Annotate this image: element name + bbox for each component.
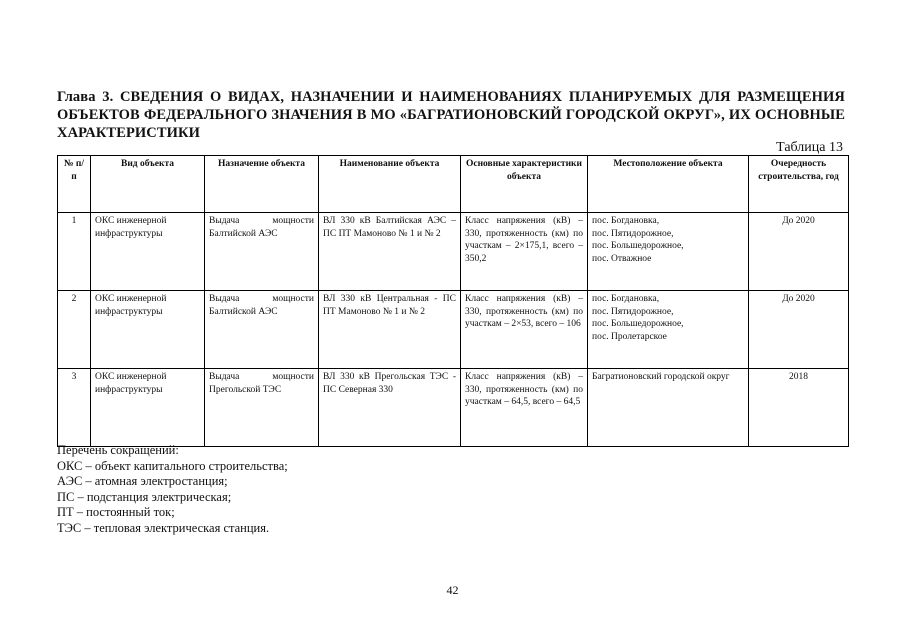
abbreviation-item: АЭС – атомная электростанция; (57, 474, 228, 488)
table-row (58, 213, 849, 291)
object-name-cell: ВЛ 330 кВ Балтийская АЭС – ПС ПТ Мамоново № 1 и № 2 (319, 213, 461, 291)
object-type-cell: ОКС инженерной инфраструктуры (91, 213, 205, 291)
header-object-purpose: Назначение объекта (205, 156, 319, 213)
abbreviations-list (57, 443, 288, 536)
location-line: пос. Отважное (592, 253, 652, 264)
object-name-cell: ВЛ 330 кВ Прегольская ТЭС - ПС Северная 330 (319, 369, 461, 447)
location-line: пос. Пятидорожное, (592, 306, 674, 317)
location-cell (588, 291, 749, 369)
location-line: пос. Богдановка, (592, 216, 660, 226)
object-purpose-cell: Выдача мощности Прегольской ТЭС (205, 369, 319, 447)
page-number: 42 (446, 583, 459, 597)
characteristics-cell: Класс напряжения (кВ) – 330, протяженность (км) по участкам – 64,5, всего – 64,5 (461, 369, 588, 447)
header-object-type: Вид объекта (91, 156, 205, 213)
object-name-cell: ВЛ 330 кВ Центральная - ПС ПТ Мамоново № 1 и № 2 (319, 291, 461, 369)
header-object-name: Наименование объекта (319, 156, 461, 213)
location-line: пос. Большедорожное, (592, 319, 684, 329)
abbreviation-item: ПТ – постоянный ток; (57, 505, 175, 519)
location-cell (588, 369, 749, 447)
chapter-heading: Глава 3. СВЕДЕНИЯ О ВИДАХ, НАЗНАЧЕНИИ И НАИМЕНОВАНИЯХ ПЛАНИРУЕМЫХ ДЛЯ РАЗМЕЩЕНИЯ ОБЪЕКТОВ ФЕДЕРАЛЬНОГО ЗНАЧЕНИЯ В МО «БАГРАТИОНОВСКИЙ ГОРОДСКОЙ ОКРУГ», ИХ ОСНОВНЫЕ ХАРАКТЕРИСТИКИ (57, 89, 845, 141)
row-number: 2 (58, 291, 91, 369)
table-row (58, 291, 849, 369)
row-number: 1 (58, 213, 91, 291)
characteristics-cell: Класс напряжения (кВ) – 330, протяженность (км) по участкам – 2×175,1, всего – 350,2 (461, 213, 588, 291)
location-cell (588, 213, 749, 291)
abbreviation-item: ОКС – объект капитального строительства; (57, 458, 288, 473)
location-line: пос. Богдановка, (592, 294, 660, 304)
objects-table (57, 155, 849, 447)
abbreviations-title: Перечень сокращений: (57, 443, 179, 457)
header-location: Местоположение объекта (588, 156, 749, 213)
construction-stage-cell: 2018 (749, 369, 849, 447)
row-number: 3 (58, 369, 91, 447)
abbreviation-item: ТЭС – тепловая электрическая станция. (57, 520, 270, 535)
table-header-row (58, 156, 849, 213)
object-type-cell: ОКС инженерной инфраструктуры (91, 291, 205, 369)
object-type-cell: ОКС инженерной инфраструктуры (91, 369, 205, 447)
location-line: Багратионовский городской округ (592, 372, 730, 382)
table-row (58, 369, 849, 447)
location-line: пос. Большедорожное, (592, 241, 684, 251)
location-line: пос. Пролетарское (592, 331, 667, 342)
header-number: № п/п (58, 156, 91, 213)
header-construction-stage: Очередность строительства, год (749, 156, 849, 213)
characteristics-cell: Класс напряжения (кВ) – 330, протяженность (км) по участкам – 2×53, всего – 106 (461, 291, 588, 369)
location-line: пос. Пятидорожное, (592, 228, 674, 239)
construction-stage-cell: До 2020 (749, 291, 849, 369)
abbreviation-item: ПС – подстанция электрическая; (57, 489, 232, 504)
object-purpose-cell: Выдача мощности Балтийской АЭС (205, 213, 319, 291)
table-number-label: Таблица 13 (776, 140, 843, 155)
object-purpose-cell: Выдача мощности Балтийской АЭС (205, 291, 319, 369)
header-characteristics: Основные характеристики объекта (461, 156, 588, 213)
construction-stage-cell: До 2020 (749, 213, 849, 291)
